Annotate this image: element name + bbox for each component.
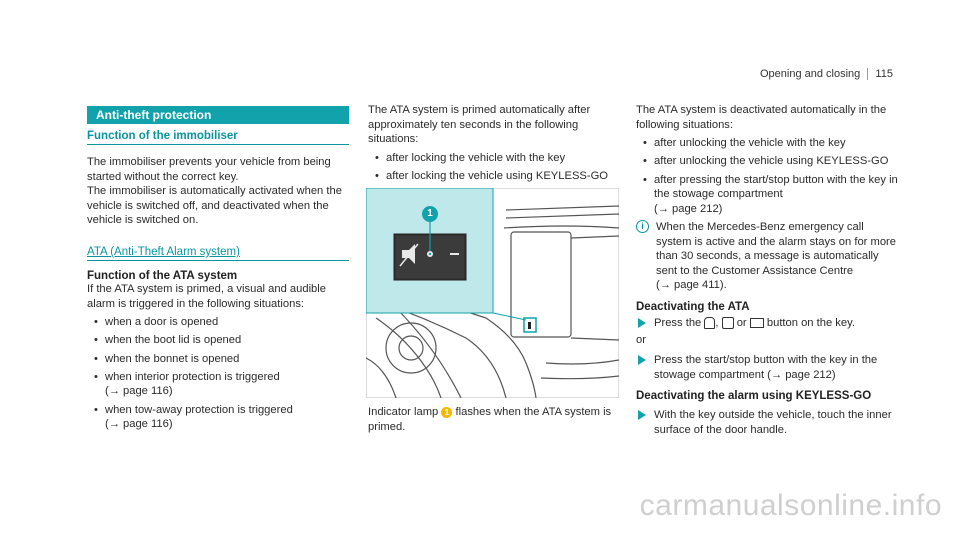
page-ref-link[interactable]: (→ page 212) <box>654 202 723 215</box>
ata-intro: If the ATA system is primed, a visual and audible alarm is triggered in the following situations: <box>87 282 326 310</box>
section-title-bar: Anti-theft protection <box>87 106 349 124</box>
list-item: • after locking the vehicle using KEYLESS-GO <box>368 169 630 184</box>
info-note <box>636 220 898 293</box>
ata-heading[interactable]: ATA (Anti-Theft Alarm system) <box>87 246 349 261</box>
column-3 <box>636 103 898 437</box>
step-arrow-icon <box>638 318 646 328</box>
ata-deactivated-intro: The ATA system is deactivated automatically in the following situations: <box>636 104 887 131</box>
lock-button-icon <box>722 317 734 329</box>
step-1: Press the , or button on the key. <box>636 316 898 331</box>
page-ref-link[interactable]: (→ page 116) <box>105 385 173 398</box>
boot-button-icon <box>750 318 764 328</box>
page-ref-link[interactable]: (→ page 212) <box>767 368 836 381</box>
figure-caption <box>368 405 630 434</box>
dashboard-figure <box>366 188 619 398</box>
keyless-deactivate-heading: Deactivating the alarm using KEYLESS-GO <box>636 390 872 403</box>
immobiliser-para-1: The immobiliser prevents your vehicle from being started without the correct key. <box>87 156 331 183</box>
deactivate-ata-heading: Deactivating the ATA <box>636 300 750 313</box>
list-item: • when the bonnet is opened <box>87 352 349 367</box>
immobiliser-heading: Function of the immobiliser <box>87 130 349 145</box>
dashboard-illustration <box>366 188 619 398</box>
column-2 <box>368 103 630 187</box>
ata-primed-intro: The ATA system is primed automatically after approximately ten seconds in the following situations: <box>368 104 591 146</box>
ata-function-heading: Function of the ATA system <box>87 269 238 282</box>
page-number: 115 <box>875 68 893 80</box>
list-item: • when the boot lid is opened <box>87 333 349 348</box>
step-arrow-icon <box>638 355 646 365</box>
list-item: • after unlocking the vehicle with the key <box>636 136 898 151</box>
list-item: • when interior protection is triggered (→ page 116) <box>87 370 349 399</box>
list-item: • when tow-away protection is triggered (→ page 116) <box>87 403 349 432</box>
list-item: • after pressing the start/stop button with the key in the stowage compartment (→ page 212) <box>636 173 898 217</box>
page-ref-link[interactable]: (→ page 116) <box>105 418 173 431</box>
list-item: • after locking the vehicle with the key <box>368 151 630 166</box>
info-note-text: When the Mercedes-Benz emergency call system is active and the alarm stays on for more than 30 seconds, a message is automatically sent to the Customer Assistance Centre <box>656 220 897 277</box>
step-arrow-icon <box>638 410 646 420</box>
page-ref-link[interactable]: (→ page 411). <box>656 279 727 292</box>
ata-deactivated-list <box>636 136 898 216</box>
caption-prefix: Indicator lamp <box>368 406 439 418</box>
caption-suffix: flashes when the ATA system is primed. <box>368 406 612 433</box>
running-header <box>760 68 893 80</box>
chapter-title: Opening and closing <box>760 68 861 80</box>
caption-callout: 1 <box>441 407 452 418</box>
ata-trigger-list <box>87 315 349 432</box>
step-3: With the key outside the vehicle, touch the inner surface of the door handle. <box>636 408 898 437</box>
or-separator: or <box>636 333 646 346</box>
list-item: • after unlocking the vehicle using KEYLESS-GO <box>636 154 898 169</box>
list-item: • when a door is opened <box>87 315 349 330</box>
step-2: Press the start/stop button with the key in the stowage compartment (→ page 212) <box>636 353 898 382</box>
immobiliser-para-2: The immobiliser is automatically activated when the vehicle is switched off, and deactivated when the vehicle is switched on. <box>87 185 342 227</box>
ata-primed-list <box>368 151 630 184</box>
column-1 <box>87 106 349 435</box>
figure-callout-1: 1 <box>427 208 433 219</box>
unlock-button-icon <box>704 317 715 329</box>
info-icon: i <box>636 220 649 233</box>
watermark: carmanualsonline.info <box>639 489 942 522</box>
